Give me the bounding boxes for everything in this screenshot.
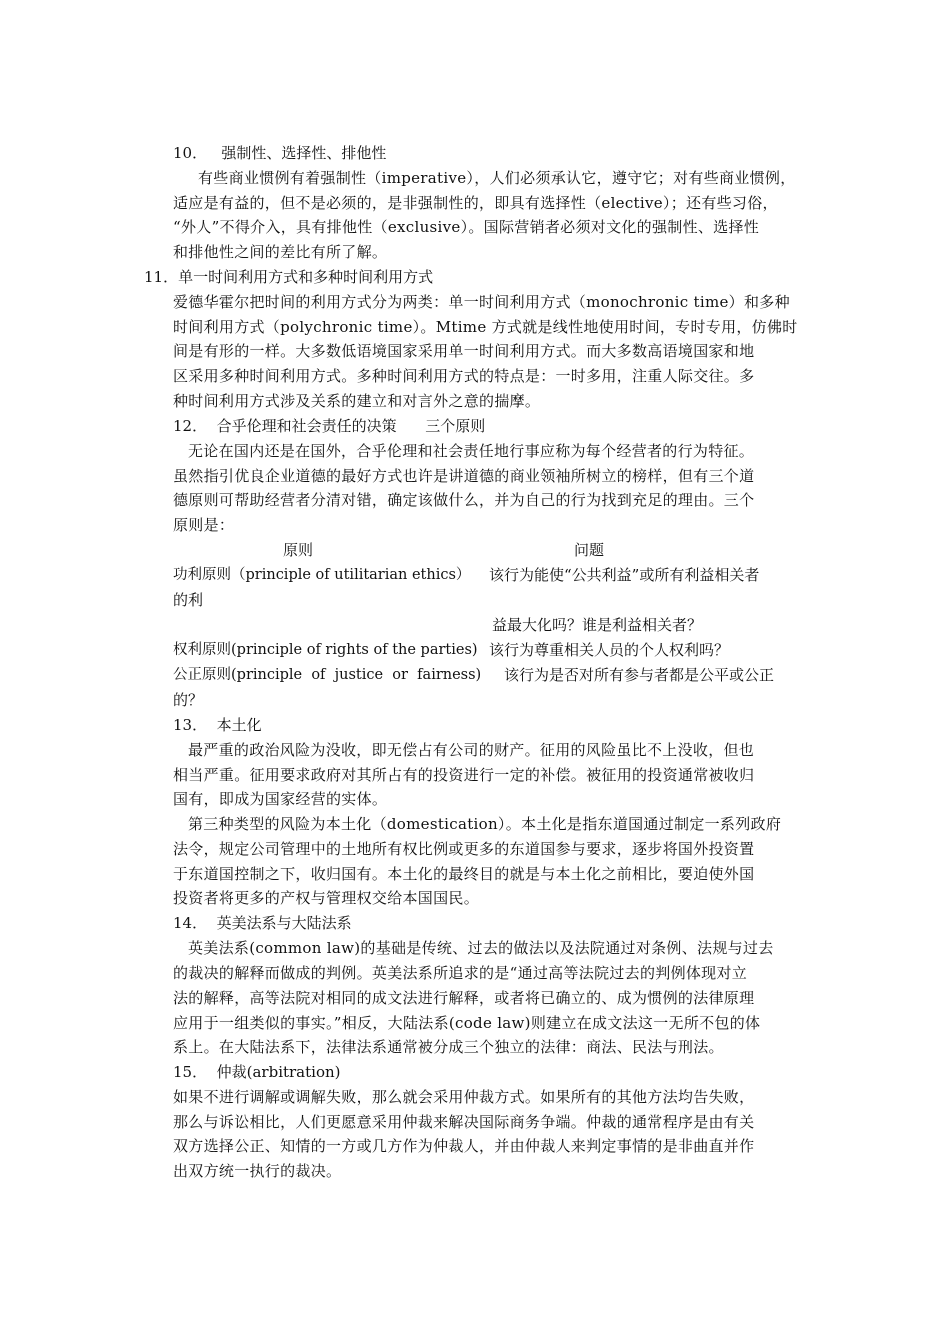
section-12-line-1: 无论在国内还是在国外，合乎伦理和社会责任地行事应称为每个经营者的行为特征。 <box>188 442 755 460</box>
section-15-line-2: 那么与诉讼相比，人们更愿意采用仲裁来解决国际商务争端。仲裁的通常程序是由有关 <box>173 1113 755 1131</box>
principle-rights: 权利原则(principle of rights of the parties) <box>173 642 478 658</box>
section-10-line-2: 适应是有益的，但不是必须的，是非强制性的，即具有选择性（elective）；还有些习俗， <box>173 194 778 212</box>
principle-justice: 公正原则(principle of justice or fairness) <box>173 667 482 683</box>
question-utilitarian-continued: 的利 <box>173 591 204 609</box>
section-14-line-4: 应用于一组类似的事实。”相反，大陆法系(code law)则建立在成文法这一无所不包的体 <box>173 1014 761 1032</box>
question-justice: 该行为是否对所有参与者都是公平或公正 <box>504 666 775 684</box>
questions-column-header: 问题 <box>574 541 605 559</box>
section-11-line-5: 种时间利用方式涉及关系的建立和对言外之意的揣摩。 <box>173 392 541 410</box>
section-13-line-6: 于东道国控制之下，收归国有。本土化的最终目的就是与本土化之前相比，要迫使外国 <box>173 865 755 883</box>
section-10-line-4: 和排他性之间的差比有所了解。 <box>173 243 388 261</box>
section-13-line-4: 第三种类型的风险为本土化（domestication）。本土化是指东道国通过制定一系列政府 <box>188 815 782 833</box>
section-10-heading: 10． 强制性、选择性、排他性 <box>173 144 387 162</box>
section-15-line-1: 如果不进行调解或调解失败，那么就会采用仲裁方式。如果所有的其他方法均告失败， <box>173 1088 755 1106</box>
section-11-line-2: 时间利用方式（polychronic time）。Mtime 方式就是线性地使用时间，专时专用，仿佛时 <box>173 318 798 336</box>
section-12-line-3: 德原则可帮助经营者分清对错，确定该做什么，并为自己的行为找到充足的理由。三个 <box>173 491 755 509</box>
section-10-line-3: “外人”不得介入，具有排他性（exclusive）。国际营销者必须对文化的强制性、选择性 <box>173 218 760 236</box>
principles-column-header: 原则 <box>283 541 314 559</box>
section-12-line-4: 原则是： <box>173 516 235 534</box>
section-15-line-4: 出双方统一执行的裁决。 <box>173 1162 342 1180</box>
section-14-line-1: 英美法系(common law)的基础是传统、过去的做法以及法院通过对条例、法规与过去 <box>188 939 774 957</box>
question-utilitarian-line-2: 益最大化吗？谁是利益相关者？ <box>492 616 703 634</box>
question-rights: 该行为尊重相关人员的个人权利吗？ <box>489 641 730 659</box>
section-10-line-1: 有些商业惯例有着强制性（imperative），人们必须承认它，遵守它；对有些商业惯例， <box>198 169 796 187</box>
section-13-line-1: 最严重的政治风险为没收，即无偿占有公司的财产。征用的风险虽比不上没收，但也 <box>188 741 755 759</box>
section-13-line-2: 相当严重。征用要求政府对其所占有的投资进行一定的补偿。被征用的投资通常被收归 <box>173 766 755 784</box>
section-12-line-2: 虽然指引优良企业道德的最好方式也许是讲道德的商业领袖所树立的榜样，但有三个道 <box>173 467 755 485</box>
section-14-line-2: 的裁决的解释而做成的判例。英美法系所追求的是“通过高等法院过去的判例体现对立 <box>173 964 748 982</box>
section-11-heading: 11．单一时间利用方式和多种时间利用方式 <box>144 268 434 286</box>
section-15-heading: 15． 仲裁(arbitration) <box>173 1063 341 1081</box>
principle-utilitarian: 功利原则（principle of utilitarian ethics） <box>173 567 471 583</box>
section-15-line-3: 双方选择公正、知情的一方或几方作为仲裁人，并由仲裁人来判定事情的是非曲直并作 <box>173 1137 755 1155</box>
section-13-line-5: 法令，规定公司管理中的土地所有权比例或更多的东道国参与要求，逐步将国外投资置 <box>173 840 755 858</box>
section-12-heading: 12． 合乎伦理和社会责任的决策 三个原则 <box>173 417 486 435</box>
section-14-line-5: 系上。在大陆法系下，法律法系通常被分成三个独立的法律：商法、民法与刑法。 <box>173 1038 724 1056</box>
section-14-line-3: 法的解释，高等法院对相同的成文法进行解释，或者将已确立的、成为惯例的法律原理 <box>173 989 755 1007</box>
section-13-line-3: 国有，即成为国家经营的实体。 <box>173 790 388 808</box>
section-13-heading: 13． 本土化 <box>173 716 262 734</box>
section-14-heading: 14． 英美法系与大陆法系 <box>173 914 352 932</box>
question-justice-continued: 的？ <box>173 691 204 709</box>
section-13-line-7: 投资者将更多的产权与管理权交给本国国民。 <box>173 889 480 907</box>
section-11-line-1: 爱德华霍尔把时间的利用方式分为两类：单一时间利用方式（monochronic time）和多种 <box>173 293 790 311</box>
section-11-line-3: 间是有形的一样。大多数低语境国家采用单一时间利用方式。而大多数高语境国家和地 <box>173 342 755 360</box>
question-utilitarian: 该行为能使“公共利益”或所有利益相关者 <box>489 566 760 584</box>
section-11-line-4: 区采用多种时间利用方式。多种时间利用方式的特点是：一时多用，注重人际交往。多 <box>173 367 755 385</box>
